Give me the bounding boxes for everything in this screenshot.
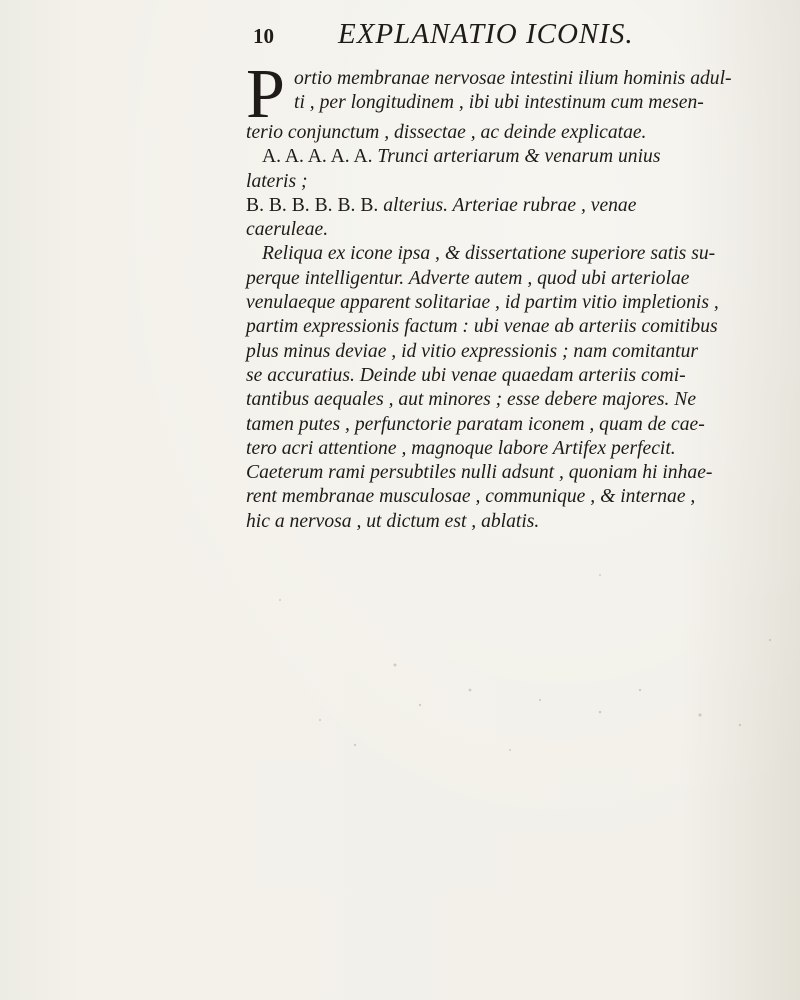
text-line: ortio membranae nervosae intestini ilium hominis adul- <box>294 68 732 89</box>
drop-cap-initial: P <box>246 56 285 133</box>
text-line: ti , per longitudinem , ibi ubi intestinum cum mesen- <box>294 92 704 114</box>
legend-text-a: Trunci arteriarum & venarum unius <box>377 146 661 168</box>
legend-entry-a <box>246 145 746 194</box>
legend-entry-b <box>246 194 746 243</box>
legend-letters-a: A. A. A. A. A. <box>262 146 373 168</box>
running-title: EXPLANATIO ICONIS. <box>338 18 634 50</box>
legend-text-b: alterius. Arteriae rubrae , venae <box>383 194 637 216</box>
legend-line <box>246 194 746 218</box>
text-line: tantibus aequales , aut minores ; esse debere majores. Ne <box>246 389 697 411</box>
legend-letters-b: B. B. B. B. B. B. <box>246 194 379 216</box>
text-line: rent membranae musculosae , communique , & internae , <box>246 486 696 508</box>
text-line: lateris ; <box>246 170 308 192</box>
text-line: terio conjunctum , dissectae , ac deinde explicatae. <box>246 122 647 143</box>
text-line: partim expressionis factum : ubi venae ab arteriis comitibus <box>246 316 718 338</box>
text-line: plus minus deviae , id vitio expressionis ; nam comitantur <box>246 340 699 362</box>
text-line: tamen putes , perfunctorie paratam iconem , quam de cae- <box>246 413 705 435</box>
legend-line <box>246 145 746 169</box>
page-header <box>0 16 800 56</box>
text-line: perque intelligentur. Adverte autem , quod ubi arteriolae <box>246 267 690 289</box>
text-line: tero acri attentione , magnoque labore Artifex perfecit. <box>246 437 676 459</box>
text-line: venulaeque apparent solitariae , id partim vitio impletionis , <box>246 292 719 314</box>
page-number: 10 <box>253 24 274 48</box>
text-line: Reliqua ex icone ipsa , & dissertatione superiore satis su- <box>262 243 716 265</box>
body-text <box>246 56 746 534</box>
text-line: hic a nervosa , ut dictum est , ablatis. <box>246 510 540 532</box>
text-line: se accuratius. Deinde ubi venae quaedam arteriis comi- <box>246 364 686 386</box>
paragraph-intro <box>246 56 746 145</box>
paragraph-commentary <box>246 242 746 534</box>
text-line: Caeterum rami persubtiles nulli adsunt , quoniam hi inhae- <box>246 462 713 484</box>
text-line: caeruleae. <box>246 219 329 241</box>
